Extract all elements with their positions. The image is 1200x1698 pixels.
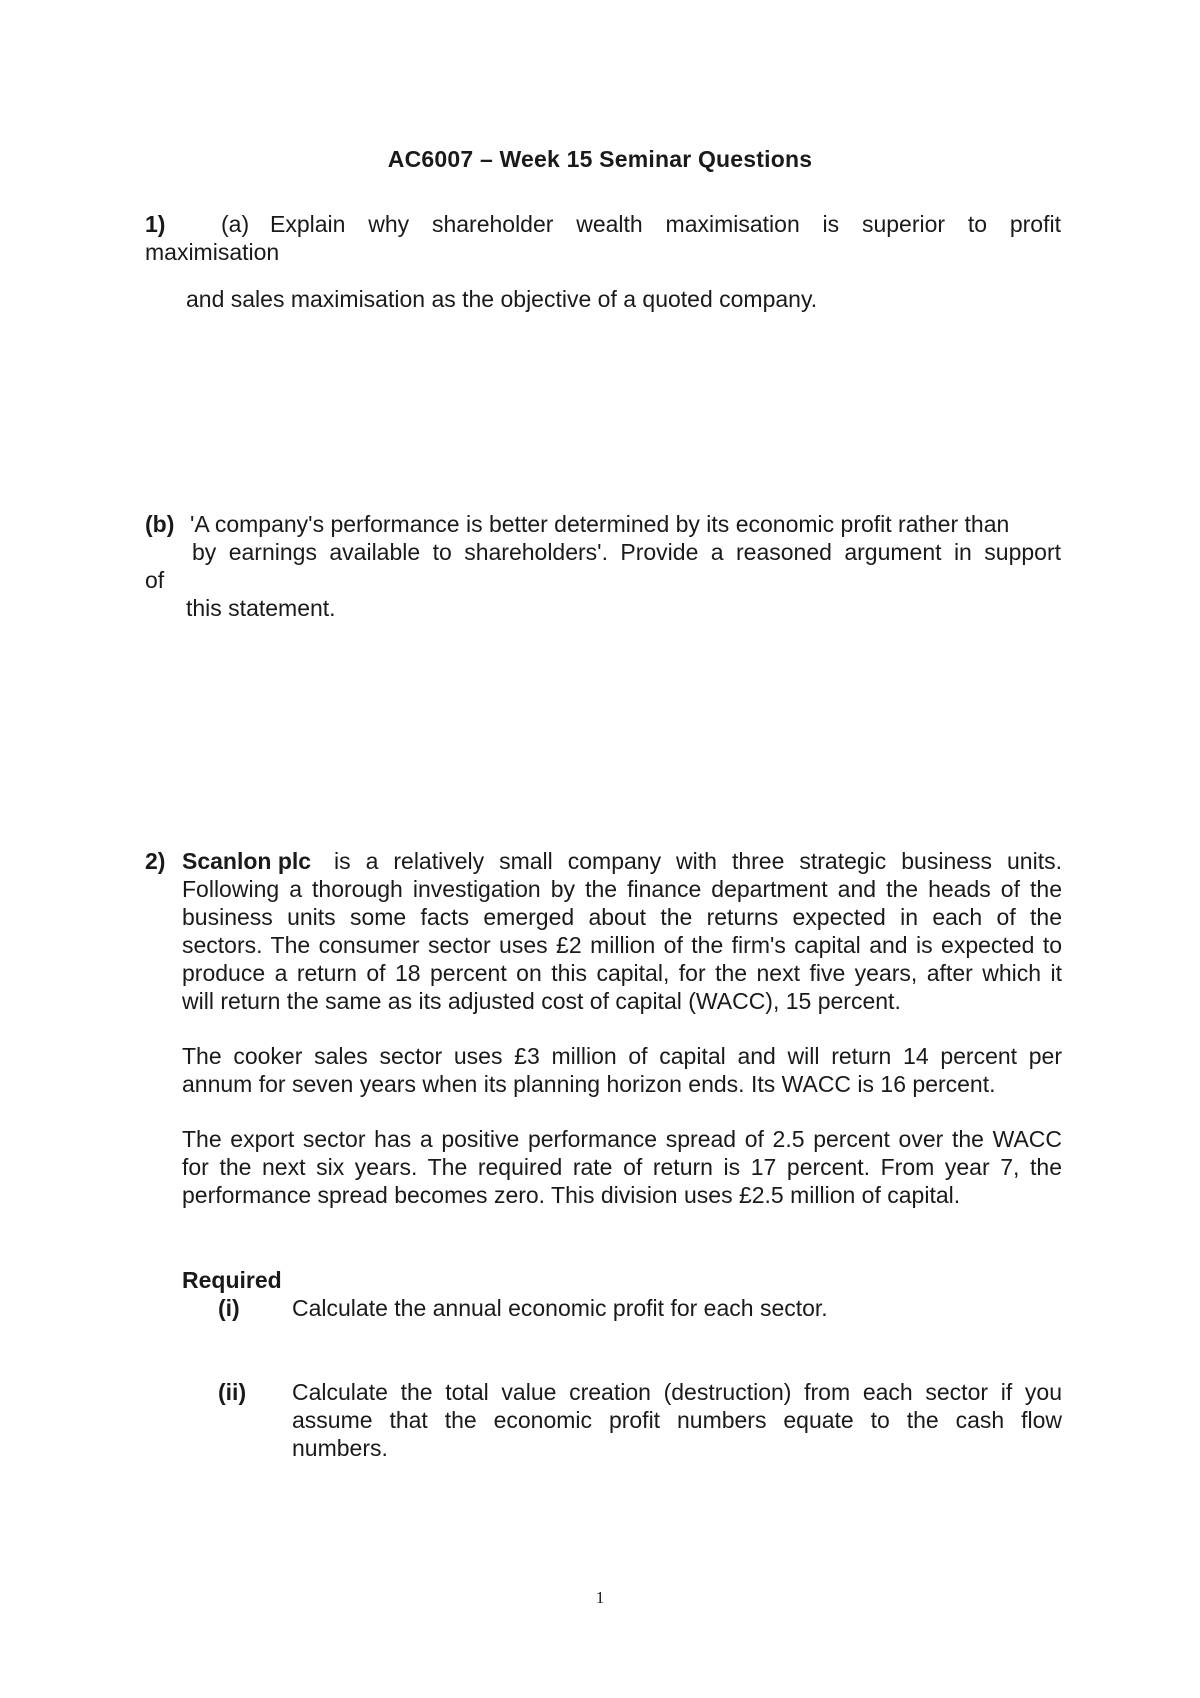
part-ii-label: (ii) <box>218 1379 247 1405</box>
q1a-line1: Explain why shareholder wealth maximisation is superior to profit <box>270 211 1061 237</box>
q2-company-name: Scanlon plc <box>182 848 312 874</box>
q2-p1-line2: Following a thorough investigation by the finance department and the heads of the <box>182 876 1062 902</box>
page-title: AC6007 – Week 15 Seminar Questions <box>387 146 813 172</box>
q1b-line4: this statement. <box>186 595 336 621</box>
q2-p2-line2: annum for seven years when its planning horizon ends. Its WACC is 16 percent. <box>182 1071 996 1097</box>
part-i-text: Calculate the annual economic profit for each sector. <box>292 1295 828 1321</box>
q1-number: 1) <box>145 211 166 237</box>
q2-p2-line1: The cooker sales sector uses £3 million of capital and will return 14 percent per <box>182 1043 1062 1069</box>
part-ii-line2: assume that the economic profit numbers equate to the cash flow <box>292 1407 1062 1433</box>
q1b-line2: by earnings available to shareholders'. Provide a reasoned argument in support <box>192 539 1061 565</box>
required-heading: Required <box>182 1267 282 1293</box>
q1a-line3: and sales maximisation as the objective of a quoted company. <box>186 286 818 312</box>
q1b-line1: 'A company's performance is better determined by its economic profit rather than <box>190 511 1010 537</box>
q2-p1-line1: is a relatively small company with three strategic business units. <box>334 848 1062 874</box>
q2-p1-line5: produce a return of 18 percent on this capital, for the next five years, after which it <box>182 960 1062 986</box>
q2-p3-line3: performance spread becomes zero. This division uses £2.5 million of capital. <box>182 1182 961 1208</box>
part-ii-line3: numbers. <box>292 1435 388 1461</box>
q1a-label: (a) <box>221 211 250 237</box>
page-number: 1 <box>595 1588 605 1607</box>
q2-number: 2) <box>145 848 166 874</box>
q2-p1-line6: will return the same as its adjusted cost of capital (WACC), 15 percent. <box>182 988 901 1014</box>
q2-p1-line3: business units some facts emerged about the returns expected in each of the <box>182 904 1062 930</box>
q1b-line3: of <box>145 567 165 593</box>
q1b-label: (b) <box>145 511 175 537</box>
part-i-label: (i) <box>218 1295 240 1321</box>
q1a-line2: maximisation <box>145 239 280 265</box>
q2-p1-line4: sectors. The consumer sector uses £2 million of the firm's capital and is expected to <box>182 932 1062 958</box>
part-ii-line1: Calculate the total value creation (destruction) from each sector if you <box>292 1379 1062 1405</box>
q2-p3-line2: for the next six years. The required rate of return is 17 percent. From year 7, the <box>182 1154 1062 1180</box>
q2-p3-line1: The export sector has a positive performance spread of 2.5 percent over the WACC <box>182 1126 1062 1152</box>
